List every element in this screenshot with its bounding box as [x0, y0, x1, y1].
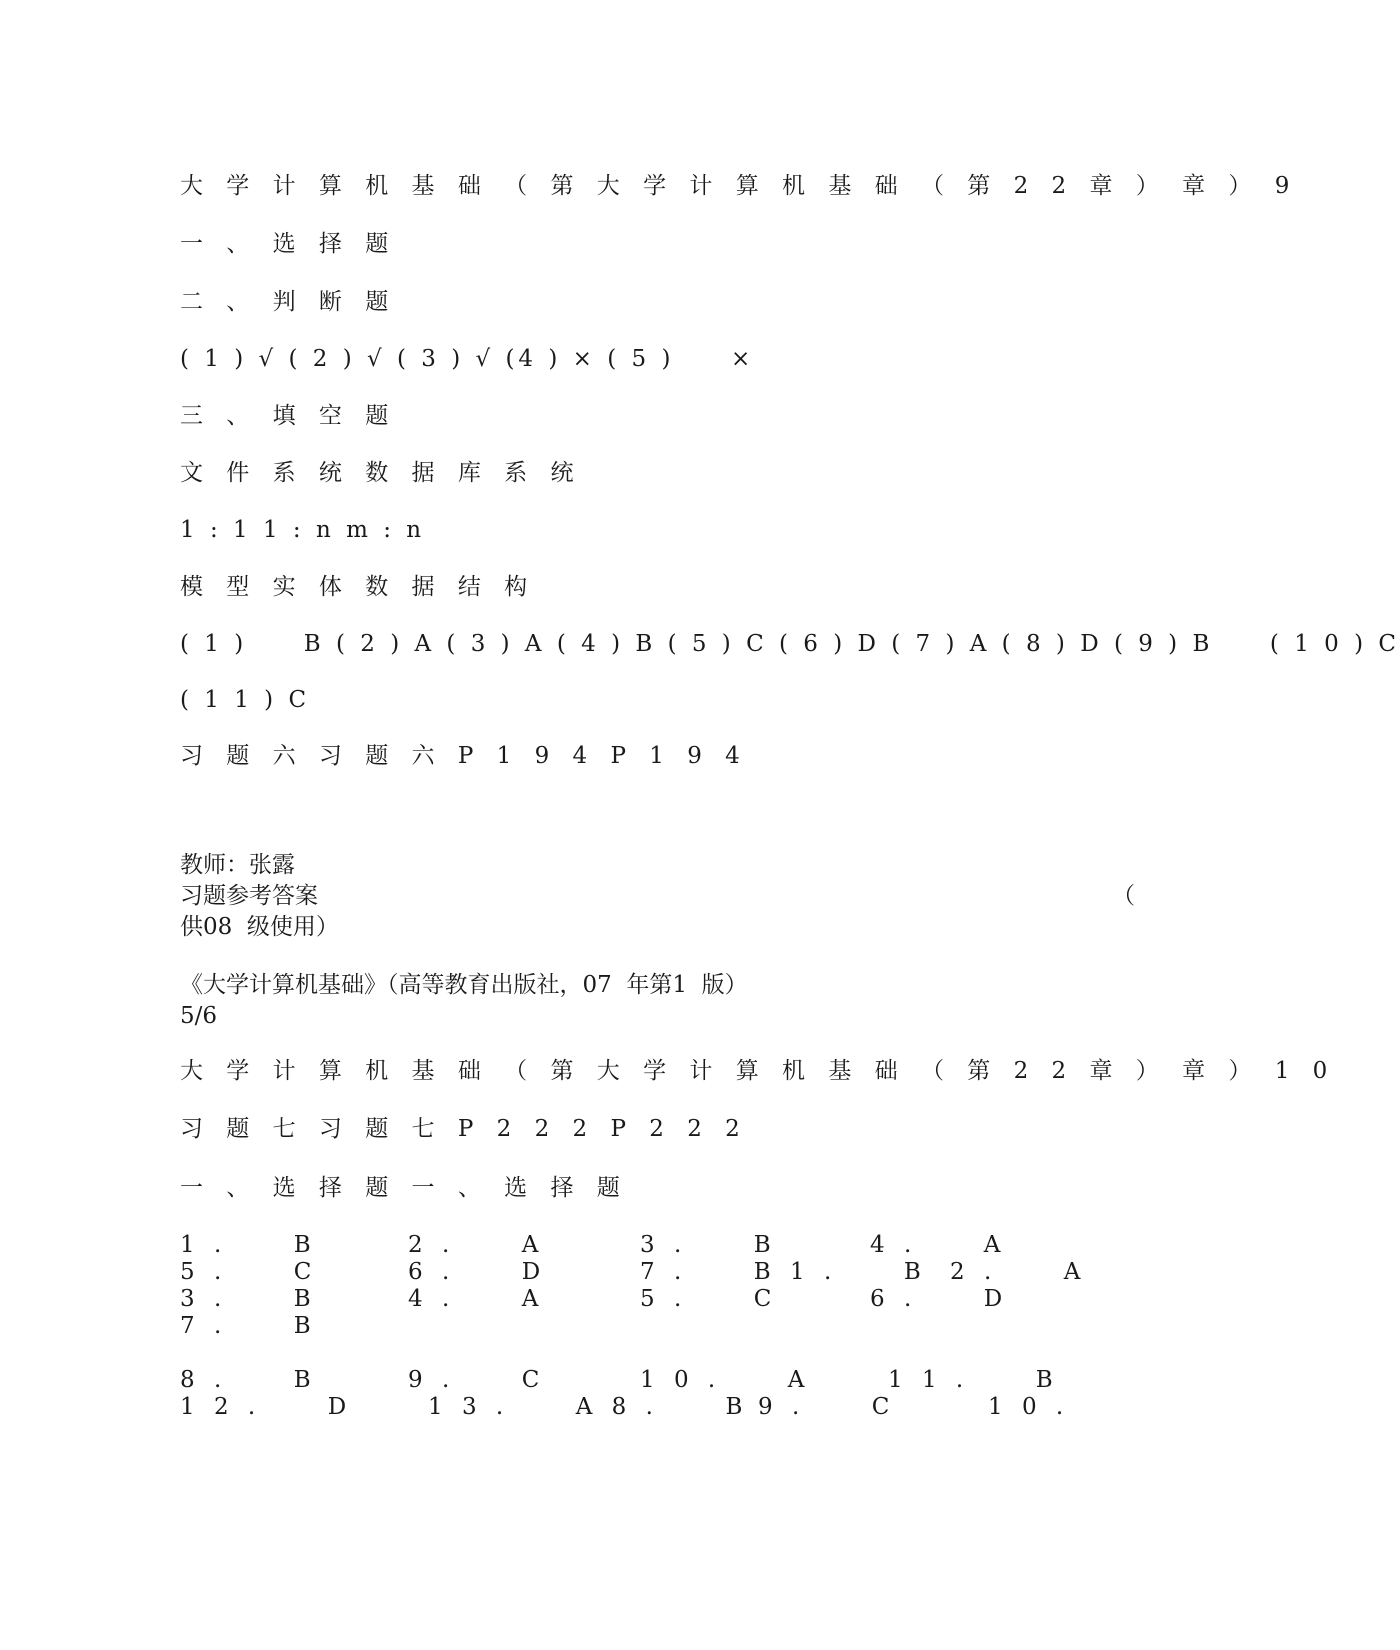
section-multiple-choice: 一 、 选 择 题 [180, 231, 397, 257]
exercise-seven-heading: 习 题 七 习 题 七 P 2 2 2 P 2 2 2 [180, 1116, 748, 1142]
grid-cell: 3 . B [180, 1286, 317, 1312]
grid-cell: 9 . C [758, 1394, 896, 1420]
grid-cell: 1 3 . A 8 . B [428, 1394, 749, 1420]
fill-answer-2: 1 : 1 1 : n m : n [180, 517, 426, 543]
answer-key-label: 习题参考答案 [180, 883, 318, 909]
grid-cell: 1 0 . [988, 1394, 1070, 1420]
grid-cell: 5 . C [640, 1286, 778, 1312]
grid-cell: 7 . B [180, 1313, 317, 1339]
grid-cell: 1 . B [180, 1232, 317, 1258]
grid-cell: 4 . A [870, 1232, 1007, 1258]
open-parenthesis: （ [1112, 883, 1135, 909]
grid-cell: 9 . C [408, 1367, 546, 1393]
grid-cell: 2 . A [408, 1232, 545, 1258]
fill-answer-3: 模 型 实 体 数 据 结 构 [180, 574, 536, 600]
grid-cell: 5 . C [180, 1259, 318, 1285]
usage-note: 供08 级使用） [180, 914, 339, 940]
section-fill-blank: 三 、 填 空 题 [180, 403, 397, 429]
grid-cell: 1 2 . D [180, 1394, 353, 1420]
section-true-false: 二 、 判 断 题 [180, 289, 397, 315]
section-multiple-choice-2: 一 、 选 择 题 一 、 选 择 题 [180, 1175, 628, 1201]
chapter-header-2: 大 学 计 算 机 基 础 （ 第 大 学 计 算 机 基 础 （ 第 2 2 章 ） 章 ） 1 0 [180, 1058, 1336, 1084]
grid-cell: 7 . B 1 . B [640, 1259, 927, 1285]
exercise-six-heading: 习 题 六 习 题 六 P 1 9 4 P 1 9 4 [180, 743, 748, 769]
choice-answers-line-2: ( 1 1 ) C [180, 687, 311, 713]
grid-cell: 1 1 . B [888, 1367, 1059, 1393]
teacher-name: 教师：张露 [180, 852, 295, 878]
chapter-header: 大 学 计 算 机 基 础 （ 第 大 学 计 算 机 基 础 （ 第 2 2 章 ） 章 ） 9 [180, 173, 1298, 199]
grid-cell: 1 0 . A [640, 1367, 811, 1393]
fill-answer-1: 文 件 系 统 数 据 库 系 统 [180, 460, 582, 486]
choice-answers-line-1: ( 1 ) B ( 2 ) A ( 3 ) A ( 4 ) B ( 5 ) C ( 6 ) D ( 7 ) A ( 8 ) D ( 9 ) B ( 1 0 ) C [180, 631, 1400, 657]
grid-cell: 6 . D [408, 1259, 547, 1285]
grid-cell: 3 . B [640, 1232, 777, 1258]
book-reference: 《大学计算机基础》（高等教育出版社，07 年第1 版） [180, 972, 748, 998]
grid-cell: 6 . D [870, 1286, 1009, 1312]
grid-cell: 8 . B [180, 1367, 317, 1393]
grid-cell: 4 . A [408, 1286, 545, 1312]
true-false-answers: ( 1 ) √ ( 2 ) √ ( 3 ) √ (4 ) × ( 5 ) × [180, 346, 755, 372]
grid-cell: 2 . A [950, 1259, 1087, 1285]
page-number: 5/6 [180, 1003, 218, 1029]
